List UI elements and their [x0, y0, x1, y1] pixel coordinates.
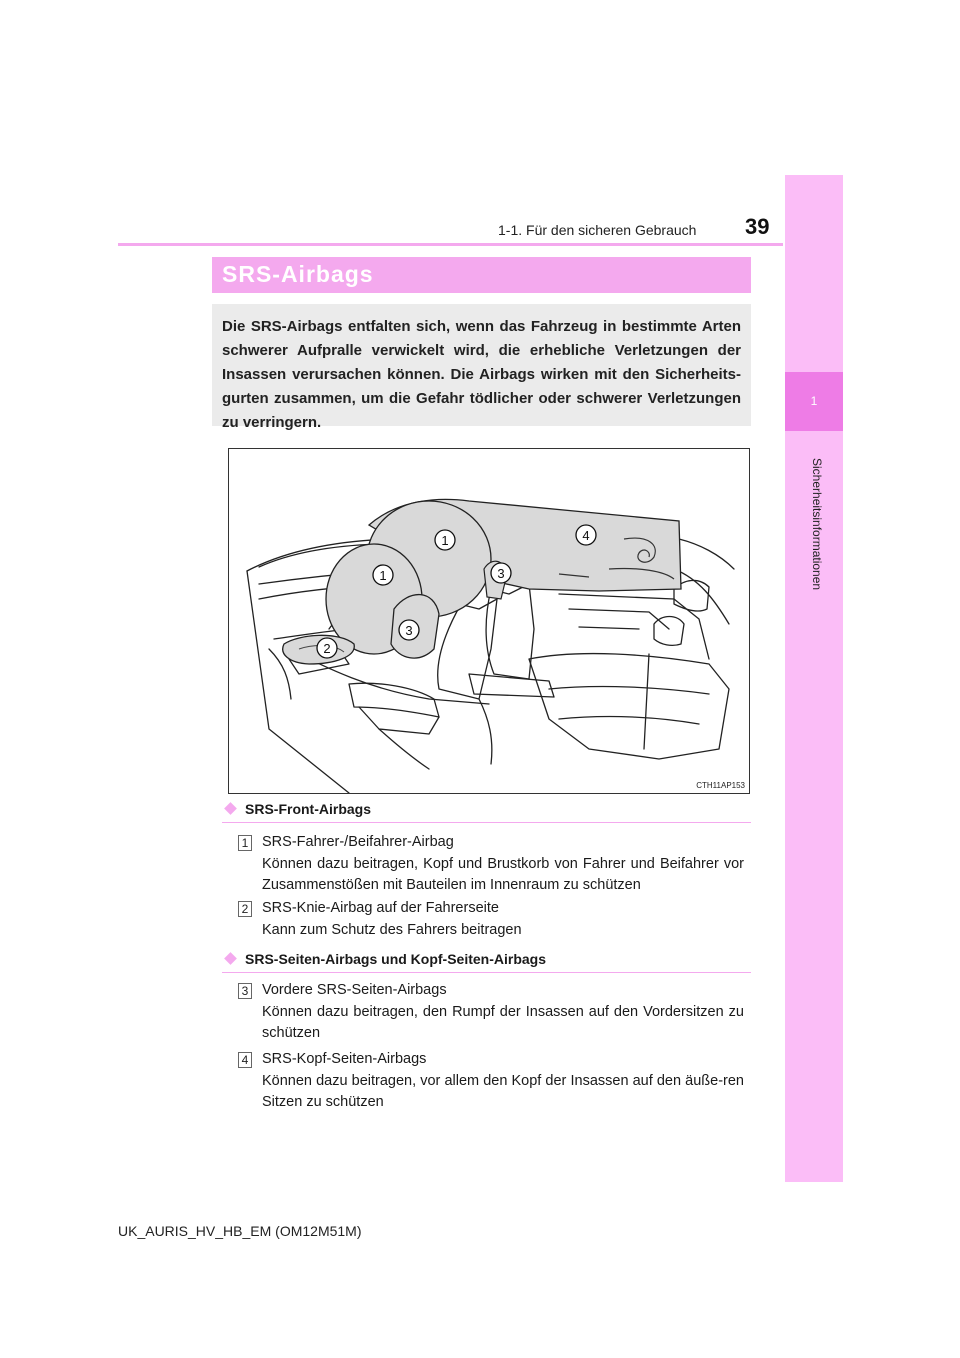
- page-number: 39: [745, 214, 770, 239]
- airbag-illustration: [228, 448, 750, 794]
- callout-label: 1: [379, 568, 387, 583]
- figure-code: CTH11AP153: [696, 781, 745, 790]
- item-description: Können dazu beitragen, den Rumpf der Insassen auf den Vordersitzen zu schützen: [262, 1003, 744, 1041]
- document-footer-code: UK_AURIS_HV_HB_EM (OM12M51M): [118, 1223, 362, 1239]
- item-description: Können dazu beitragen, Kopf und Brustkorb von Fahrer und Beifahrer vor Zusammenstößen mit Bauteilen im Innenraum zu schützen: [262, 855, 744, 893]
- intro-text: Die SRS-Airbags entfalten sich, wenn das Fahrzeug in bestimmte Arten schwerer Aufpralle verwickelt wird, die erhebliche Verletzungen der Insassen verursachen können. Die Airbags wirken mit den Sicherheits-gurten zusammen, um die Gefahr tödlicher oder schwerer Verletzungen zu verringern.: [222, 318, 741, 431]
- item-number-badge: 4: [238, 1052, 252, 1068]
- page-title: SRS-Airbags: [222, 261, 374, 287]
- section-rule: [222, 822, 751, 823]
- diamond-bullet-icon: [224, 802, 237, 815]
- page-title-bar: [212, 257, 751, 293]
- callout-label: 3: [405, 623, 413, 638]
- list-item: [262, 898, 744, 941]
- chapter-number: 1: [810, 394, 818, 408]
- callout-label: 1: [441, 533, 449, 548]
- section-heading-text: SRS-Front-Airbags: [245, 801, 371, 817]
- callout-label: 2: [323, 641, 331, 656]
- list-item: [262, 980, 744, 1045]
- section-rule: [222, 972, 751, 973]
- section-heading-front-airbags: [222, 801, 371, 817]
- item-title: SRS-Fahrer-/Beifahrer-Airbag: [262, 834, 454, 850]
- chapter-title: Sicherheitsinformationen: [810, 458, 824, 591]
- callout-label: 3: [497, 566, 505, 581]
- section-heading-text: SRS-Seiten-Airbags und Kopf-Seiten-Airbags: [245, 951, 547, 967]
- item-number-badge: 2: [238, 901, 252, 917]
- item-description: Kann zum Schutz des Fahrers beitragen: [262, 921, 522, 938]
- header-section-title: 1-1. Für den sicheren Gebrauch: [498, 222, 697, 238]
- section-heading-side-airbags: [222, 951, 546, 967]
- list-item: [262, 1049, 744, 1114]
- chapter-side-tab: [785, 175, 843, 1182]
- chapter-number-tab: [785, 372, 843, 431]
- item-title: Vordere SRS-Seiten-Airbags: [262, 982, 447, 998]
- item-number-badge: 3: [238, 983, 252, 999]
- list-item: [262, 832, 744, 897]
- intro-box: [212, 304, 751, 431]
- item-title: SRS-Kopf-Seiten-Airbags: [262, 1051, 427, 1067]
- callout-label: 4: [582, 528, 590, 543]
- item-title: SRS-Knie-Airbag auf der Fahrerseite: [262, 900, 499, 916]
- item-number-badge: 1: [238, 835, 252, 851]
- item-description: Können dazu beitragen, vor allem den Kopf der Insassen auf den äuße-ren Sitzen zu schützen: [262, 1072, 744, 1110]
- header-rule: [118, 243, 783, 246]
- diamond-bullet-icon: [224, 952, 237, 965]
- car-interior-drawing: [229, 449, 749, 793]
